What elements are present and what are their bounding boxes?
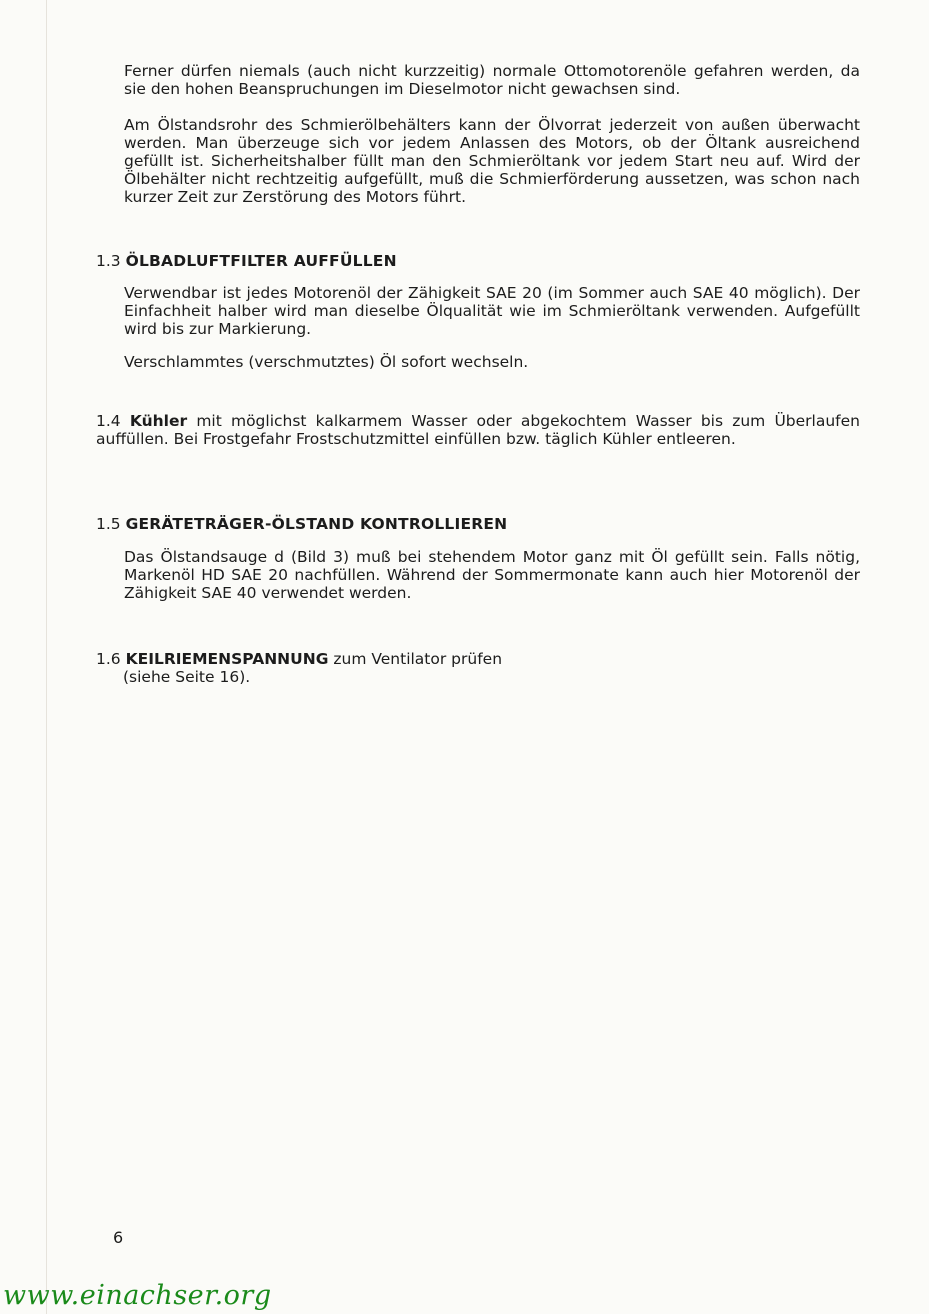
section-title: ÖLBADLUFTFILTER AUFFÜLLEN: [125, 252, 397, 270]
section-title: KEILRIEMENSPANNUNG: [125, 650, 329, 668]
page-number: 6: [113, 1228, 124, 1247]
paragraph-verschlammtes-oel: Verschlammtes (verschmutztes) Öl sofort wechseln.: [124, 353, 529, 371]
section-title: Kühler: [129, 412, 188, 430]
paragraph-oelstandsauge: Das Ölstandsauge d (Bild 3) muß bei stehendem Motor ganz mit Öl gefüllt sein. Falls nötig, Markenöl HD SAE 20 nachfüllen. Während der Sommermonate kann auch hier Motorenöl der Zähigkeit SAE 40 verwendet werden.: [124, 548, 860, 602]
section-text: mit möglichst kalkarmem Wasser oder abgekochtem Wasser bis zum Überlaufen auffüllen. Bei Frostgefahr Frostschutzmittel einfüllen bzw. täglich Kühler entleeren.: [96, 412, 860, 448]
section-title: GERÄTETRÄGER-ÖLSTAND KONTROLLIEREN: [125, 515, 508, 533]
paragraph-ottomotorenoele: Ferner dürfen niemals (auch nicht kurzzeitig) normale Ottomotorenöle gefahren werden, da sie den hohen Beanspruchungen im Dieselmotor nicht gewachsen sind.: [124, 62, 860, 98]
section-number: 1.6: [96, 650, 121, 668]
section-heading-1-5: [96, 515, 507, 533]
section-1-6-keilriemen: [96, 650, 860, 686]
watermark-url: www.einachser.org: [3, 1280, 272, 1311]
paragraph-motorenoel-sae20: Verwendbar ist jedes Motorenöl der Zähigkeit SAE 20 (im Sommer auch SAE 40 möglich). Der Einfachheit halber wird man dieselbe Ölqualität wie im Schmieröltank verwenden. Aufgefüllt wird bis zur Markierung.: [124, 284, 860, 338]
paragraph-oelstandsrohr: Am Ölstandsrohr des Schmierölbehälters kann der Ölvorrat jederzeit von außen überwacht werden. Man überzeuge sich vor jedem Anlassen des Motors, ob der Öltank ausreichend gefüllt ist. Sicherheitshalber füllt man den Schmieröltank vor jedem Start neu auf. Wird der Ölbehälter nicht rechtzeitig aufgefüllt, muß die Schmierförderung aussetzen, was schon nach kurzer Zeit zur Zerstörung des Motors führt.: [124, 116, 860, 206]
section-1-4-kuehler: [96, 412, 860, 448]
section-number: 1.5: [96, 515, 121, 533]
page-edge: [46, 0, 47, 1314]
section-reference: (siehe Seite 16).: [123, 668, 251, 686]
section-number: 1.4: [96, 412, 121, 430]
section-heading-1-3: [96, 252, 397, 270]
section-number: 1.3: [96, 252, 121, 270]
section-text: zum Ventilator prüfen: [333, 650, 503, 668]
